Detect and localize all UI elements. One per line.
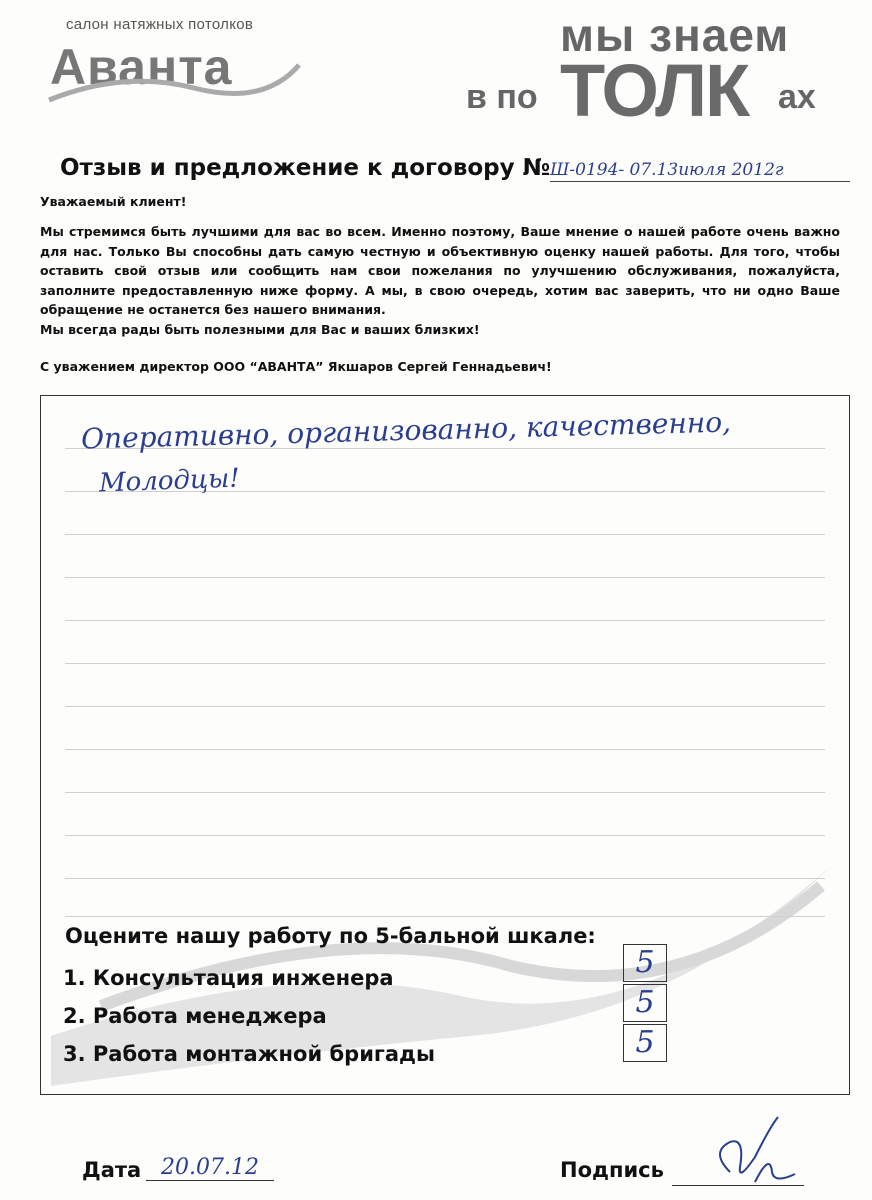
slogan-line-1: мы знаем	[560, 9, 790, 61]
handwritten-feedback-line-1: Оперативно, организованно, качественно,	[80, 405, 732, 456]
logo-name: Аванта	[50, 39, 233, 95]
writing-line	[65, 878, 825, 879]
rating-title: Оцените нашу работу по 5-бальной шкале:	[65, 924, 596, 948]
form-title: Отзыв и предложение к договору №	[60, 155, 551, 181]
feedback-box[interactable]	[40, 395, 850, 1095]
helpful-line: Мы всегда рады быть полезными для Вас и ваших близких!	[40, 321, 480, 337]
handwritten-feedback-line-2: Молодцы!	[98, 463, 241, 499]
writing-line	[65, 706, 825, 707]
date-field[interactable]: 20.07.12	[146, 1155, 274, 1181]
score-box-installation-crew[interactable]: 5	[623, 1024, 667, 1062]
writing-line	[65, 749, 825, 750]
signature-icon	[700, 1112, 800, 1192]
score-box-manager[interactable]: 5	[623, 984, 667, 1022]
rating-label-manager: 2. Работа менеджера	[63, 1004, 327, 1028]
logo-subtitle: салон натяжных потолков	[66, 16, 254, 33]
intro-paragraph	[40, 222, 840, 339]
writing-line	[65, 792, 825, 793]
writing-line	[65, 620, 825, 621]
date-label: Дата	[82, 1158, 142, 1182]
writing-line	[65, 663, 825, 664]
signoff: С уважением директор ООО “АВАНТА” Якшаров Сергей Геннадьевич!	[40, 359, 552, 374]
rating-label-engineer: 1. Консультация инженера	[63, 966, 394, 990]
rating-label-installation-crew: 3. Работа монтажной бригады	[63, 1042, 436, 1066]
slogan-suffix: ах	[778, 78, 816, 116]
logo-swoosh-icon	[44, 60, 304, 110]
greeting: Уважаемый клиент!	[40, 194, 187, 209]
score-box-engineer[interactable]: 5	[623, 944, 667, 982]
writing-line	[65, 835, 825, 836]
slogan-prefix: в по	[466, 78, 538, 116]
signature-label: Подпись	[560, 1158, 664, 1182]
writing-line	[65, 577, 825, 578]
intro-text: Мы стремимся быть лучшими для вас во всем. Именно поэтому, Ваше мнение о нашей работе очень важно для нас. Только Вы способны дать самую честную и объективную оценку нашей работы. Для того, чтобы оставить свой отзыв или сообщить нам свои пожелания по улучшению обслуживания, пожалуйста, заполните предоставленную ниже форму. А мы, в свою очередь, хотим вас заверить, что ни одно Ваше обращение не останется без нашего внимания.	[40, 224, 840, 317]
contract-number-field[interactable]: Ш-0194- 07.13июля 2012г	[550, 160, 850, 182]
writing-line	[65, 916, 825, 917]
slogan-big: ТОЛК	[560, 49, 749, 132]
writing-line	[65, 534, 825, 535]
